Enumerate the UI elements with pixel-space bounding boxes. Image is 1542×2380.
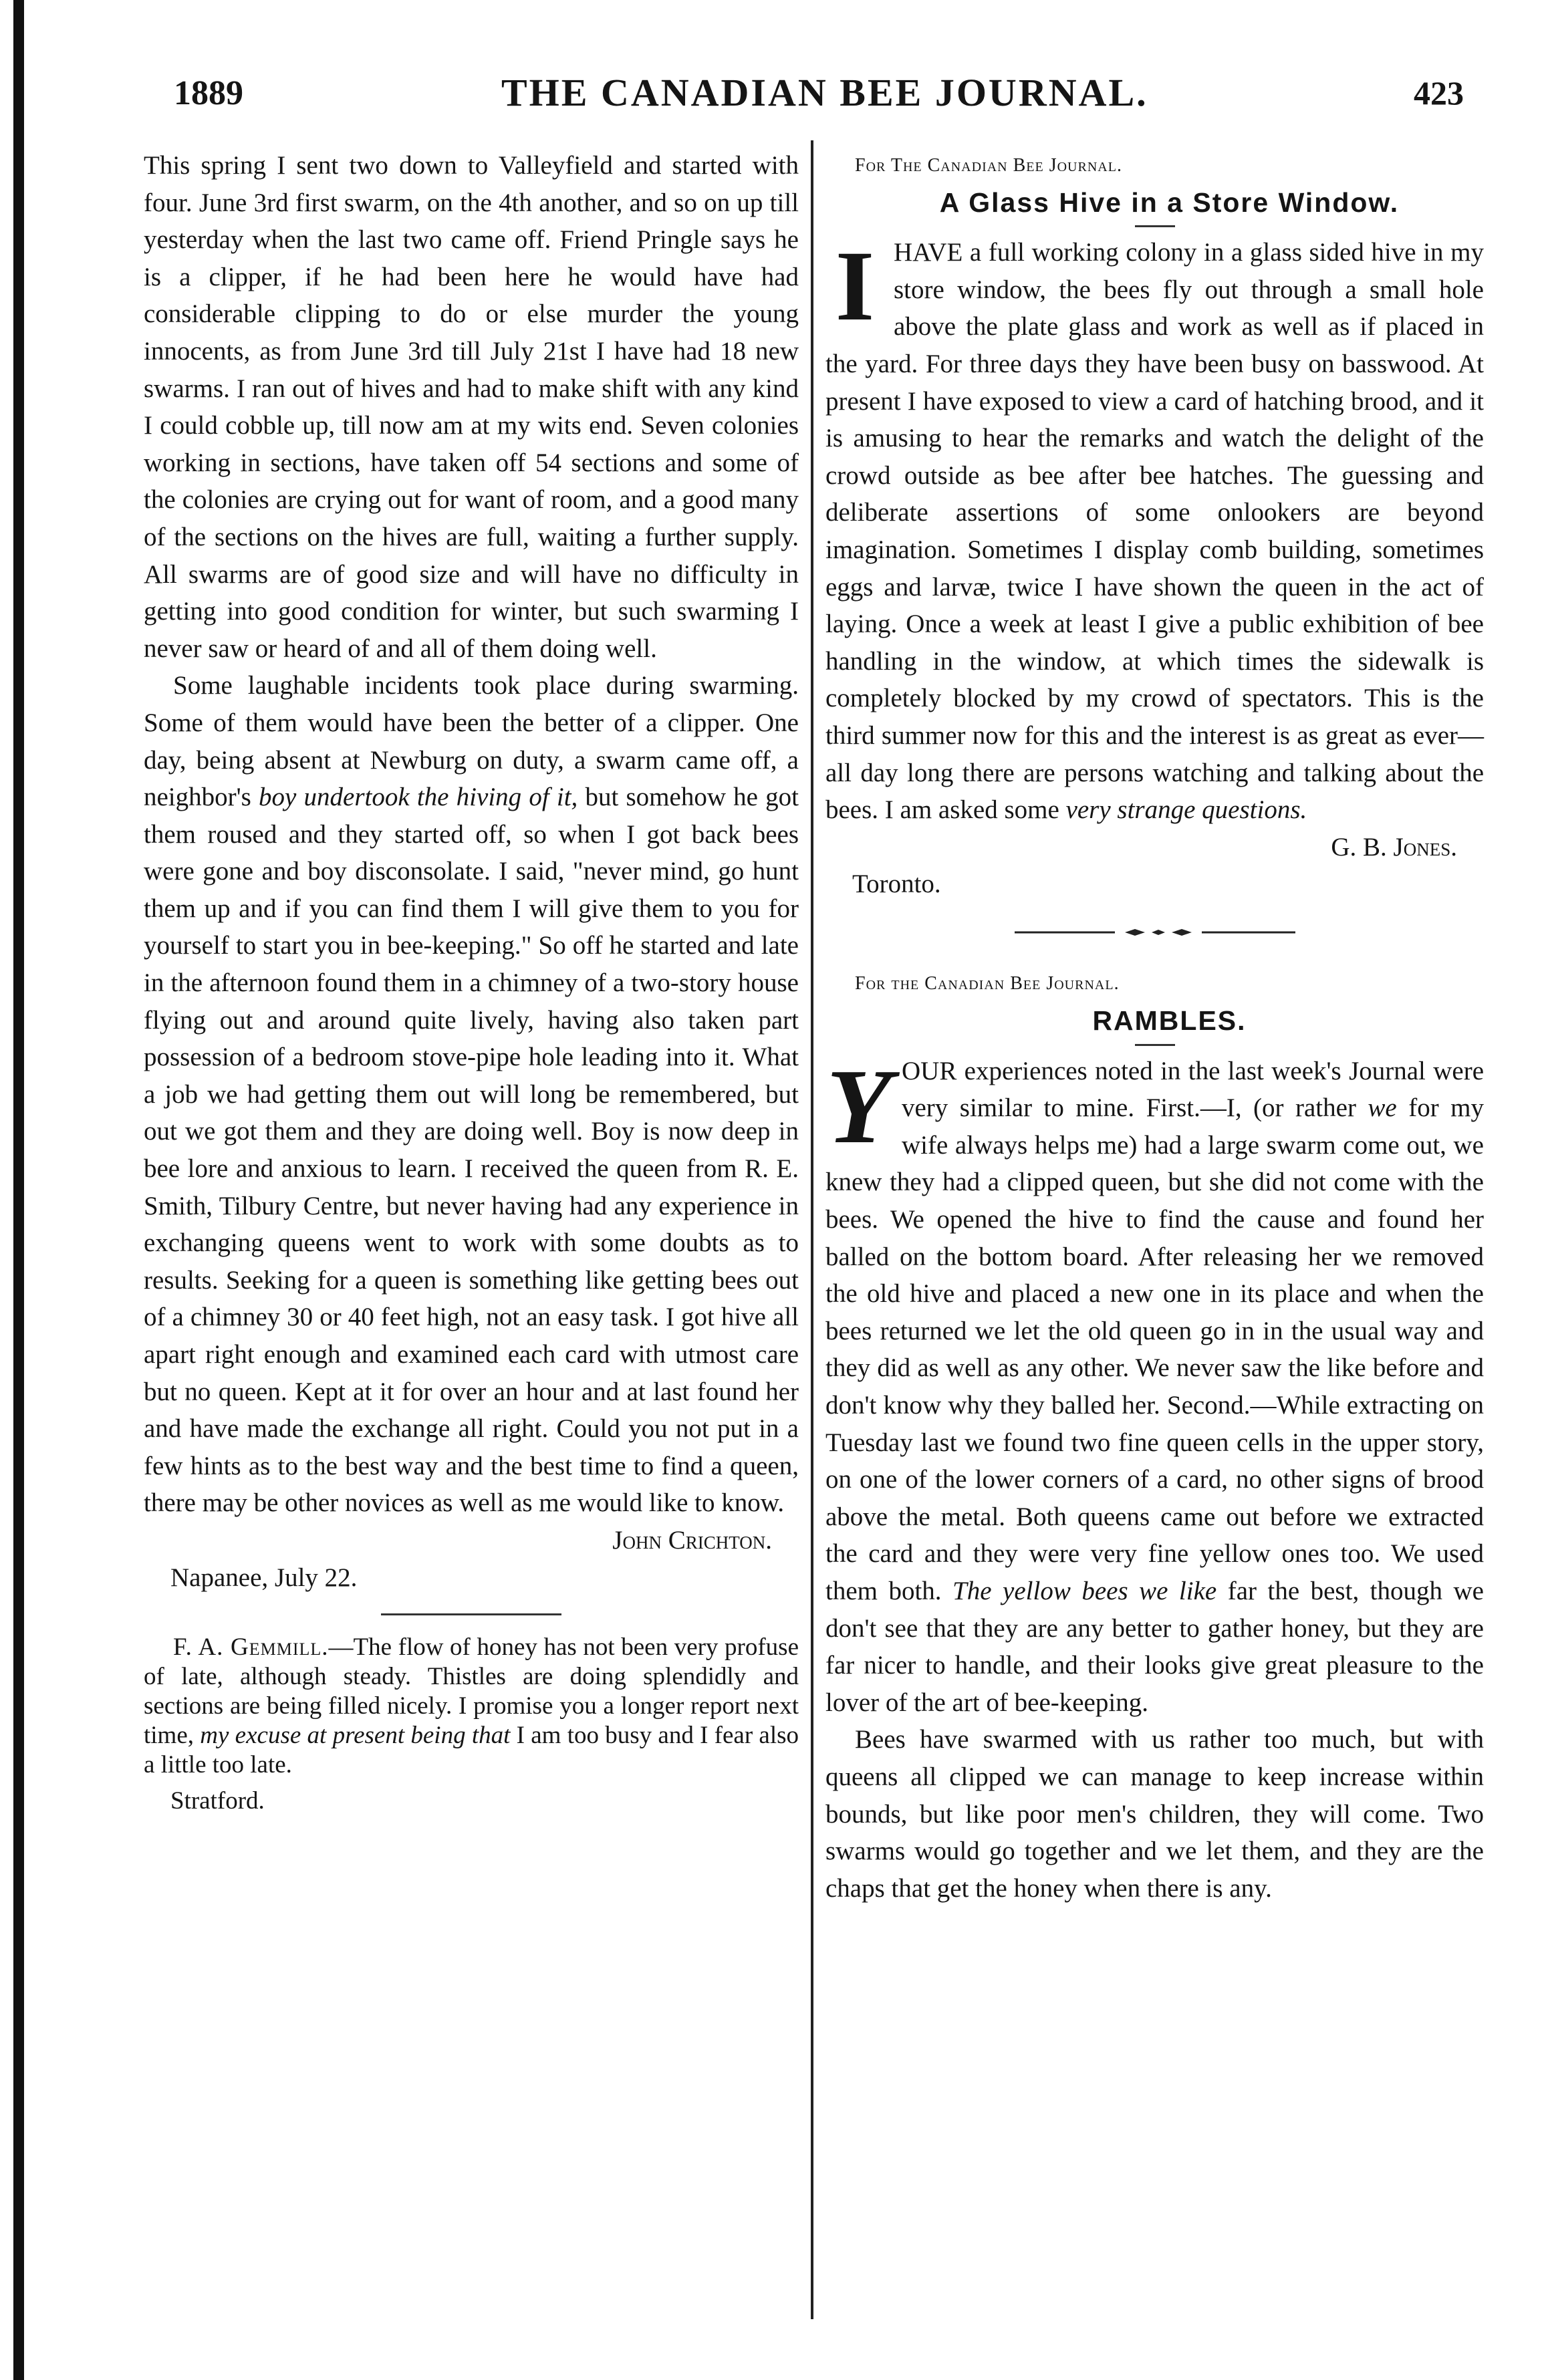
column-divider [811,140,813,2319]
glass-hive-article [825,231,1484,829]
scan-edge-bar [13,0,24,2380]
rambles-italic: The yellow bees we like [952,1576,1217,1605]
note-italic: my excuse at present being that [200,1722,511,1750]
gemmill-note [144,1633,799,1780]
rambles-we-italic: we [1368,1093,1397,1123]
header-year: 1889 [174,74,243,112]
ornament-rule-icon [1015,928,1295,936]
dropcap-i: I [835,231,875,342]
letter-paragraph-2 [144,667,799,1522]
journal-title: THE CANADIAN BEE JOURNAL. [501,71,1148,114]
letter-place-date: Napanee, July 22. [170,1563,358,1592]
title-underline-1 [1135,225,1175,227]
rambles-text-c: far the best, though we don't see that they are any better to gather honey, but they are far nicer to handle, and their looks give great pleasure to the lover of the art of bee-keeping. [825,1576,1484,1717]
source-line-2: For the Canadian Bee Journal. [855,973,1120,995]
note-author: F. A. Gemmill. [173,1633,329,1662]
paragraph-2-text-b: but somehow he got them roused and they started off, so when I got back bees were gone and boy disconsolate. I said, "never mind, go hunt them up and if you can find them I will give them to you for yourself to start you in bee-keeping." So off he started and late in the afternoon found them in a chimney of a two-story house flying out and around quite lively, having also taken part possession of a bedroom stove-pipe hole leading into it. What a job we had getting them out will long be remembered, but out we got them and they are doing well. Boy is now deep in bee lore and anxious to learn. I received the queen from R. E. Smith, Tilbury Centre, but never having had any experience in exchanging queens went to work with some doubts as to results. Seeking for a queen is something like getting bees out of a chimney 30 or 40 feet high, not an easy task. I got hive all apart right enough and examined each card with utmost care but no queen. Kept at it for over an hour and at last found her and have made the exchange all right. Could you not put in a few hints as to the best way and the best time to find a queen, there may be other novices as well as me would like to know. [144,783,799,1518]
right-column [825,147,1484,1907]
rambles-text-a: OUR experiences noted in the last week's Journal were very similar to mine. First.—I, (or rather [902,1056,1484,1123]
paragraph-2-text-a: Some laughable incidents took place during swarming. Some of them would have been the better of a clipper. One day, being absent at Newburg on duty, a swarm came off, a neighbor's [144,671,799,812]
ornament-divider [825,914,1484,951]
rambles-paragraph-2: Bees have swarmed with us rather too much, but with queens all clipped we can manage to keep increase within bounds, but like poor men's children, they will come. Two swarms would go together and we let them, and they are the chaps that get the honey when there is any. [825,1725,1484,1903]
paragraph-2-italic: boy undertook the hiving of it, [259,783,578,812]
rambles-text-b: for my wife always helps me) had a large swarm come out, we knew they had a clipped queen, but she did not come with the bees. We opened the hive to find the cause and found her balled on the bottom board. After releasing her we removed the old hive and placed a new one in its place and when the bees returned we let the old queen go in in the usual way and they did as well as any other. We never saw the like before and don't know why they balled her. Second.—While extracting on Tuesday last we found two fine queen cells in the upper story, on one of the lower corners of a card, no other signs of brood above the metal. Both queens came out before we extracted the card and they were very fine yellow ones too. We used them both. [825,1093,1484,1605]
dropcap-y: Y [826,1046,892,1166]
rambles-paragraph-1 [825,1046,1484,1722]
glass-hive-italic: very strange questions. [1065,795,1307,825]
note-text-b: I am too busy and I fear also a little too late. [144,1722,799,1779]
glass-hive-place: Toronto. [852,870,941,899]
page-header [53,63,1491,124]
page-number: 423 [1414,74,1464,112]
note-text-a: —The flow of honey has not been very profuse of late, although steady. Thistles are doing splendidly and sections are being filled nicely. I promise you a longer report next time, [144,1633,799,1750]
section-rule [381,1613,561,1615]
title-underline-2 [1135,1044,1175,1046]
letter-signature: John Crichton. [612,1525,772,1555]
article-title-glass-hive: A Glass Hive in a Store Window. [939,186,1400,218]
source-line-1: For The Canadian Bee Journal. [855,155,1122,176]
note-place: Stratford. [170,1787,265,1815]
left-column [144,147,799,1816]
glass-hive-signature: G. B. Jones. [1331,832,1457,862]
glass-hive-text: HAVE a full working colony in a glass sided hive in my store window, the bees fly out through a small hole above the plate glass and work as well as if placed in the yard. For three days they have been busy on basswood. At present I have exposed to view a card of hatching brood, and it is amusing to hear the remarks and watch the delight of the crowd outside as bee after bee hatches. The guessing and deliberate assertions of some onlookers are beyond imagination. Sometimes I display comb building, sometimes eggs and larvæ, twice I have shown the queen in the act of laying. Once a week at least I give a public exhibition of bee handling in the window, at which times the sidewalk is completely blocked by my crowd of spectators. This is the third summer now for this and the interest is as great as ever—all day long there are persons watching and talking about the bees. I am asked some [825,238,1484,825]
article-title-rambles: RAMBLES. [1092,1005,1247,1037]
letter-paragraph-1: This spring I sent two down to Valleyfield and started with four. June 3rd first swarm, on the 4th another, and so on up till yesterday when the last two came off. Friend Pringle says he is a clipper, if he had been here he would have had considerable clipping to do or else murder the young innocents, as from June 3rd till July 21st I have had 18 new swarms. I ran out of hives and had to make shift with any kind I could cobble up, till now am at my wits end. Seven colonies working in sections, have taken off 54 sections and some of the colonies are crying out for want of room, and a good many of the sections on the hives are full, waiting a further supply. All swarms are of good size and will have no difficulty in getting into good condition for winter, but such swarming I never saw or heard of and all of them doing well. [144,151,799,663]
